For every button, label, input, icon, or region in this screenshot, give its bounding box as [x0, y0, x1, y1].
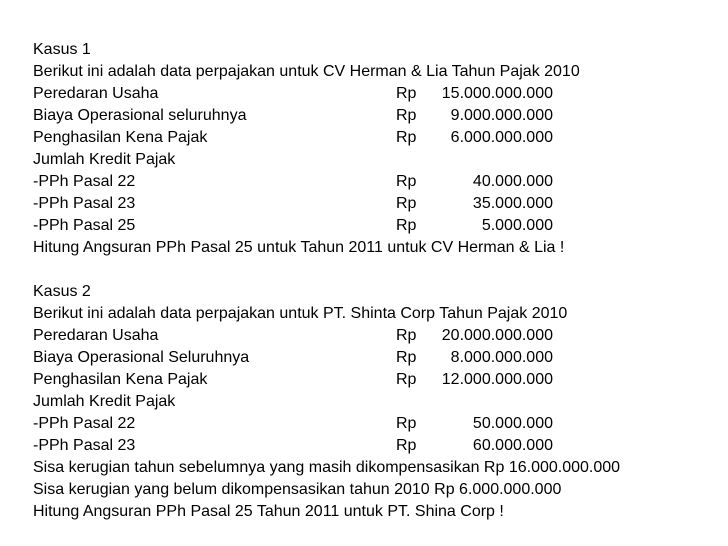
credit-currency: Rp: [396, 437, 417, 454]
credit-label: -PPh Pasal 23: [33, 437, 136, 454]
row-amount: 20.000.000.000: [441, 327, 553, 344]
row-label: Penghasilan Kena Pajak: [33, 129, 208, 146]
case1-question: Hitung Angsuran PPh Pasal 25 untuk Tahun 2011 untuk CV Herman & Lia !: [33, 239, 565, 256]
case2-credit-row: [33, 413, 723, 435]
credit-label: -PPh Pasal 22: [33, 173, 136, 190]
row-amount: 6.000.000.000: [450, 129, 553, 146]
case1-row: [33, 105, 723, 127]
row-amount: 8.000.000.000: [450, 349, 553, 366]
case1-credit-row: [33, 193, 723, 215]
case1-heading: Kasus 1: [33, 41, 91, 58]
credit-amount: 5.000.000: [481, 217, 553, 234]
credit-label: -PPh Pasal 25: [33, 217, 136, 234]
row-currency: Rp: [396, 349, 417, 366]
row-currency: Rp: [396, 371, 417, 388]
row-label: Biaya Operasional seluruhnya: [33, 107, 247, 124]
row-currency: Rp: [396, 129, 417, 146]
row-amount: 9.000.000.000: [450, 107, 553, 124]
row-amount: 15.000.000.000: [441, 85, 553, 102]
credit-currency: Rp: [396, 195, 417, 212]
case1-credit-row: [33, 171, 723, 193]
row-currency: Rp: [396, 327, 417, 344]
document-page: [33, 39, 723, 523]
credit-amount: 40.000.000: [472, 173, 553, 190]
case2-question: Hitung Angsuran PPh Pasal 25 Tahun 2011 untuk PT. Shina Corp !: [33, 503, 504, 520]
row-label: Peredaran Usaha: [33, 85, 159, 102]
row-label: Peredaran Usaha: [33, 327, 159, 344]
credit-currency: Rp: [396, 173, 417, 190]
case1-row: [33, 127, 723, 149]
case2-heading: Kasus 2: [33, 283, 91, 300]
case2-intro: Berikut ini adalah data perpajakan untuk PT. Shinta Corp Tahun Pajak 2010: [33, 305, 568, 322]
credit-amount: 50.000.000: [472, 415, 553, 432]
row-label: Penghasilan Kena Pajak: [33, 371, 208, 388]
case1-credit-row: [33, 215, 723, 237]
case1-intro: Berikut ini adalah data perpajakan untuk CV Herman & Lia Tahun Pajak 2010: [33, 63, 580, 80]
case2-credit-heading: Jumlah Kredit Pajak: [33, 393, 176, 410]
case2-row: [33, 325, 723, 347]
credit-label: -PPh Pasal 22: [33, 415, 136, 432]
row-label: Biaya Operasional Seluruhnya: [33, 349, 250, 366]
spacer: [33, 259, 723, 281]
credit-amount: 35.000.000: [472, 195, 553, 212]
row-currency: Rp: [396, 107, 417, 124]
case1-credit-heading: Jumlah Kredit Pajak: [33, 151, 176, 168]
case2-note: Sisa kerugian tahun sebelumnya yang masih dikompensasikan Rp 16.000.000.000: [33, 459, 621, 476]
row-amount: 12.000.000.000: [441, 371, 553, 388]
row-currency: Rp: [396, 85, 417, 102]
case2-row: [33, 369, 723, 391]
credit-currency: Rp: [396, 415, 417, 432]
credit-amount: 60.000.000: [472, 437, 553, 454]
case2-credit-row: [33, 435, 723, 457]
credit-currency: Rp: [396, 217, 417, 234]
case2-row: [33, 347, 723, 369]
credit-label: -PPh Pasal 23: [33, 195, 136, 212]
case2-note: Sisa kerugian yang belum dikompensasikan tahun 2010 Rp 6.000.000.000: [33, 481, 562, 498]
case1-row: [33, 83, 723, 105]
